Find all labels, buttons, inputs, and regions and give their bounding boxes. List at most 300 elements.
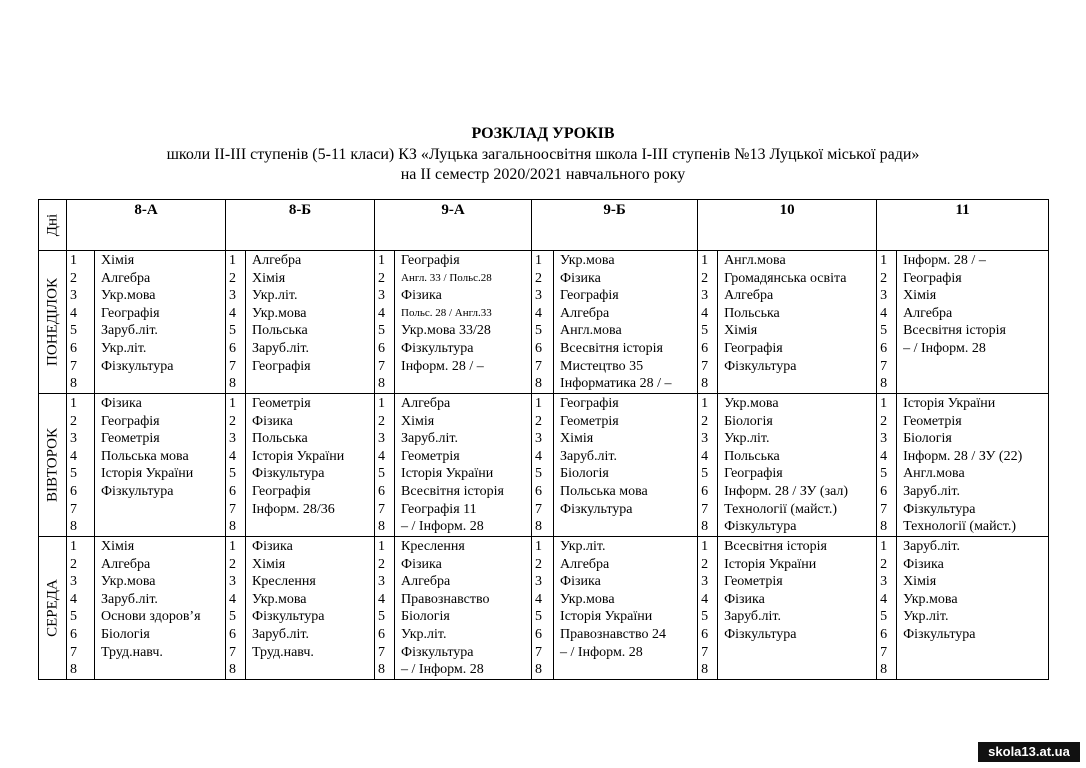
- lesson-number: 1: [378, 253, 386, 268]
- lesson-subject: Геометрія: [724, 574, 783, 590]
- lesson-number: 5: [70, 323, 77, 339]
- lesson-subject: Англ.мова: [724, 253, 786, 268]
- lesson-number: 2: [880, 270, 888, 286]
- lesson-number: 3: [880, 574, 888, 590]
- lesson-number: 4: [229, 448, 237, 464]
- lesson-subject: Укр.літ.: [560, 539, 606, 554]
- lesson-subject: – / Інформ. 28: [401, 662, 484, 678]
- lesson-numbers-8a: [67, 537, 95, 680]
- lesson-number: 4: [378, 591, 386, 607]
- lesson-number: 5: [535, 466, 543, 482]
- lessons-11: [897, 251, 1049, 394]
- lesson-subject: Інформ. 28 / ЗУ (22): [903, 448, 1023, 464]
- lesson-number: 8: [70, 662, 77, 678]
- lesson-number: 4: [701, 448, 709, 464]
- lesson-number: 8: [229, 662, 237, 678]
- lesson-subject: Всесвітня історія: [903, 323, 1006, 339]
- lesson-number: 7: [880, 501, 888, 517]
- lesson-subject: Географія: [101, 305, 160, 321]
- page-title: РОЗКЛАД УРОКІВ: [471, 125, 615, 142]
- lessons-10: [718, 251, 877, 394]
- lessons-9b: [554, 537, 698, 680]
- lesson-number: 5: [229, 609, 237, 625]
- lesson-subject: [724, 661, 876, 679]
- lesson-subject: Польська: [724, 305, 780, 321]
- lesson-subject: Укр.літ.: [724, 431, 770, 447]
- lesson-number: 8: [535, 376, 543, 392]
- lesson-number: 8: [378, 519, 386, 535]
- lesson-subject: [101, 501, 225, 519]
- lesson-number: 2: [70, 413, 77, 429]
- lesson-subject: [401, 375, 531, 393]
- lesson-subject: Фізкультура: [252, 609, 325, 625]
- lesson-number: 2: [378, 413, 386, 429]
- lesson-number: 2: [701, 413, 709, 429]
- lesson-subject: Креслення: [401, 539, 465, 554]
- lesson-subject: Фізкультура: [903, 626, 976, 642]
- lesson-number: 4: [701, 305, 709, 321]
- lesson-subject: Хімія: [101, 539, 135, 554]
- lesson-subject: Креслення: [252, 574, 316, 590]
- lesson-subject: Фізкультура: [401, 340, 474, 356]
- lesson-number: 1: [701, 253, 709, 268]
- day-label: ВІВТОРОК: [44, 428, 60, 502]
- lesson-numbers-9a: [375, 394, 395, 537]
- class-header-10: 10: [698, 200, 877, 251]
- lesson-subject: [101, 661, 225, 679]
- lesson-number: 5: [535, 609, 543, 625]
- lesson-number: 1: [880, 253, 888, 268]
- lesson-subject: [560, 518, 697, 536]
- lesson-subject: Хімія: [401, 413, 435, 429]
- lesson-subject: Фізкультура: [101, 358, 174, 374]
- lesson-subject: Геометрія: [903, 413, 962, 429]
- lesson-subject: Польська: [724, 448, 780, 464]
- lesson-subject: Правознавство: [401, 591, 490, 607]
- lessons-10: [718, 394, 877, 537]
- lesson-number: 8: [535, 519, 543, 535]
- lesson-number: 4: [229, 591, 237, 607]
- day-label: СЕРЕДА: [44, 579, 60, 637]
- lesson-numbers-10: [698, 537, 718, 680]
- lessons-11: [897, 537, 1049, 680]
- lesson-subject: Географія: [903, 270, 962, 286]
- lesson-number: 3: [535, 574, 543, 590]
- day-label: ПОНЕДІЛОК: [44, 278, 60, 366]
- lesson-number: 3: [378, 431, 386, 447]
- lesson-number: 3: [701, 431, 709, 447]
- lesson-subject: Географія: [560, 396, 619, 411]
- lesson-number: 3: [535, 288, 543, 304]
- lesson-subject: [903, 661, 1048, 679]
- lesson-subject: Мистецтво 35: [560, 358, 644, 374]
- lessons-8a: [95, 537, 226, 680]
- lesson-number: 7: [70, 358, 77, 374]
- lesson-subject: [724, 375, 876, 393]
- lesson-number: 3: [880, 431, 888, 447]
- lesson-subject: Географія 11: [401, 501, 477, 517]
- lesson-number: 1: [229, 396, 237, 411]
- lesson-subject: Фізика: [401, 288, 442, 304]
- lesson-number: 4: [70, 591, 77, 607]
- lesson-number: 3: [229, 431, 237, 447]
- lesson-number: 3: [70, 431, 77, 447]
- lesson-subject: Біологія: [560, 466, 609, 482]
- lesson-number: 1: [70, 539, 77, 554]
- lesson-number: 2: [229, 556, 237, 572]
- lesson-subject: Заруб.літ.: [560, 448, 617, 464]
- lesson-subject: Географія: [252, 358, 311, 374]
- lesson-subject: Алгебра: [401, 396, 451, 411]
- lesson-subject: Геометрія: [401, 448, 460, 464]
- lesson-subject: Історія України: [401, 466, 494, 482]
- site-watermark: skola13.at.ua: [978, 742, 1080, 762]
- lesson-subject: Історія України: [101, 466, 194, 482]
- lesson-number: 7: [535, 501, 543, 517]
- lessons-9b: [554, 394, 698, 537]
- lesson-number: 6: [70, 626, 77, 642]
- lesson-number: 8: [880, 662, 888, 678]
- lesson-subject: Геометрія: [101, 431, 160, 447]
- lesson-number: 4: [70, 305, 77, 321]
- lesson-number: 1: [229, 539, 237, 554]
- lesson-subject: Технології (майст.): [903, 519, 1016, 535]
- lesson-number: 2: [70, 556, 77, 572]
- lesson-number: 1: [229, 253, 237, 268]
- school-subtitle: школи ІІ-ІІІ ступенів (5-11 класи) КЗ «Луцька загальноосвітня школа І-ІІІ ступенів №13 Луцької міської ради»: [166, 146, 920, 163]
- lesson-subject: Заруб.літ.: [903, 483, 960, 499]
- lessons-8a: [95, 251, 226, 394]
- lesson-number: 1: [701, 396, 709, 411]
- lesson-subject: Географія: [252, 483, 311, 499]
- lesson-number: 7: [229, 501, 237, 517]
- lesson-subject: [903, 375, 1048, 393]
- class-header-9b: 9-Б: [532, 200, 698, 251]
- lesson-subject: Історія України: [560, 609, 653, 625]
- lesson-subject: Біологія: [724, 413, 773, 429]
- lesson-number: 2: [880, 556, 888, 572]
- lessons-8b: [246, 394, 375, 537]
- lesson-number: 1: [535, 396, 543, 411]
- lesson-subject: Укр.літ.: [903, 609, 949, 625]
- lessons-8b: [246, 251, 375, 394]
- lesson-numbers-11: [877, 394, 897, 537]
- days-header-cell: [39, 200, 67, 251]
- lesson-number: 7: [701, 644, 709, 660]
- lesson-number: 6: [378, 340, 386, 356]
- lesson-numbers-9b: [532, 251, 554, 394]
- class-header-9a: 9-А: [375, 200, 532, 251]
- lesson-subject: Всесвітня історія: [560, 340, 663, 356]
- lesson-number: 3: [229, 288, 237, 304]
- lesson-number: 6: [535, 626, 543, 642]
- lesson-subject: Алгебра: [401, 574, 451, 590]
- lesson-subject: [252, 375, 374, 393]
- lesson-number: 4: [70, 448, 77, 464]
- lesson-subject: Алгебра: [724, 288, 774, 304]
- lesson-subject: Польська мова: [560, 483, 648, 499]
- lesson-subject: Фізика: [101, 396, 142, 411]
- lesson-numbers-11: [877, 537, 897, 680]
- day-cell: [39, 251, 67, 394]
- class-header-8a: 8-А: [67, 200, 226, 251]
- lesson-subject: Укр.мова: [560, 591, 615, 607]
- semester-subtitle: на ІІ семестр 2020/2021 навчального року: [400, 166, 686, 183]
- lesson-subject: Фізкультура: [724, 626, 797, 642]
- lesson-subject: Фізика: [903, 556, 944, 572]
- lesson-subject: Польська мова: [101, 448, 189, 464]
- lesson-number: 6: [229, 626, 237, 642]
- class-header-row: [39, 200, 1049, 251]
- lesson-subject: Фізика: [560, 270, 601, 286]
- lesson-number: 2: [701, 270, 709, 286]
- lessons-10: [718, 537, 877, 680]
- lesson-number: 8: [701, 662, 709, 678]
- lesson-subject: [252, 518, 374, 536]
- lesson-number: 6: [701, 483, 709, 499]
- lesson-subject: Правознавство 24: [560, 626, 666, 642]
- lesson-subject: Алгебра: [903, 305, 953, 321]
- lesson-number: 7: [378, 358, 386, 374]
- lesson-number: 3: [535, 431, 543, 447]
- lesson-number: 2: [880, 413, 888, 429]
- day-row: [39, 537, 1049, 680]
- lesson-subject: Історія України: [903, 396, 996, 411]
- lesson-subject: [252, 661, 374, 679]
- lesson-number: 5: [378, 466, 386, 482]
- lesson-number: 4: [880, 448, 888, 464]
- lesson-number: 2: [378, 270, 386, 286]
- lesson-number: 6: [378, 626, 386, 642]
- lesson-subject: [101, 518, 225, 536]
- lesson-subject: [101, 375, 225, 393]
- lesson-number: 6: [880, 483, 888, 499]
- lesson-number: 3: [880, 288, 888, 304]
- lesson-number: 7: [70, 501, 77, 517]
- lesson-number: 2: [70, 270, 77, 286]
- lesson-number: 3: [701, 288, 709, 304]
- lesson-subject: Заруб.літ.: [252, 340, 309, 356]
- lesson-number: 8: [70, 376, 77, 392]
- lesson-number: 5: [880, 609, 888, 625]
- lesson-number: 4: [535, 591, 543, 607]
- lesson-subject: Укр.мова: [903, 591, 958, 607]
- lesson-numbers-8b: [226, 394, 246, 537]
- lesson-subject: Труд.навч.: [252, 644, 314, 660]
- lesson-numbers-8a: [67, 394, 95, 537]
- lesson-subject: Географія: [101, 413, 160, 429]
- lesson-number: 6: [378, 483, 386, 499]
- lesson-numbers-9b: [532, 394, 554, 537]
- lesson-subject: Всесвітня історія: [724, 539, 827, 554]
- lesson-number: 8: [70, 519, 77, 535]
- lesson-subject: Польс. 28 / Англ.33: [401, 306, 492, 319]
- lesson-number: 6: [880, 626, 888, 642]
- lesson-subject: Укр.мова 33/28: [401, 323, 491, 339]
- lessons-9b: [554, 251, 698, 394]
- lesson-number: 8: [229, 376, 237, 392]
- lesson-number: 8: [535, 662, 543, 678]
- day-cell: [39, 394, 67, 537]
- lesson-subject: – / Інформ. 28: [903, 340, 986, 356]
- lesson-number: 1: [535, 539, 543, 554]
- lesson-subject: Хімія: [252, 270, 286, 286]
- lesson-number: 6: [70, 340, 77, 356]
- lesson-subject: Фізкультура: [101, 483, 174, 499]
- lesson-subject: Фізкультура: [724, 519, 797, 535]
- lesson-number: 2: [535, 556, 543, 572]
- lesson-subject: Громадянська освіта: [724, 270, 847, 286]
- lesson-number: 6: [701, 626, 709, 642]
- lesson-number: 5: [535, 323, 543, 339]
- lesson-number: 5: [70, 609, 77, 625]
- lesson-subject: Географія: [724, 340, 783, 356]
- day-cell: [39, 537, 67, 680]
- lesson-number: 4: [378, 305, 386, 321]
- lesson-subject: Алгебра: [101, 556, 151, 572]
- lesson-subject: Фізкультура: [560, 501, 633, 517]
- lesson-number: 1: [880, 396, 888, 411]
- lesson-subject: Заруб.літ.: [724, 609, 781, 625]
- lesson-subject: Геометрія: [560, 413, 619, 429]
- lesson-subject: Фізика: [560, 574, 601, 590]
- lessons-9a: [395, 394, 532, 537]
- lesson-subject: Англ.мова: [560, 323, 622, 339]
- lesson-number: 1: [535, 253, 543, 268]
- day-row: [39, 394, 1049, 537]
- lessons-8a: [95, 394, 226, 537]
- lesson-subject: Географія: [560, 288, 619, 304]
- lessons-8b: [246, 537, 375, 680]
- lesson-subject: Хімія: [903, 574, 937, 590]
- lesson-subject: Хімія: [252, 556, 286, 572]
- lesson-subject: Алгебра: [560, 556, 610, 572]
- lesson-subject: Укр.мова: [724, 396, 779, 411]
- lesson-subject: Укр.літ.: [101, 340, 147, 356]
- lesson-subject: Укр.мова: [252, 305, 307, 321]
- lesson-number: 3: [70, 288, 77, 304]
- lesson-numbers-11: [877, 251, 897, 394]
- lesson-subject: Польська: [252, 323, 308, 339]
- lesson-number: 2: [378, 556, 386, 572]
- lesson-number: 2: [229, 270, 237, 286]
- lesson-number: 4: [229, 305, 237, 321]
- lesson-subject: Фізика: [252, 413, 293, 429]
- lesson-number: 5: [701, 323, 709, 339]
- lesson-number: 2: [229, 413, 237, 429]
- lesson-subject: Заруб.літ.: [252, 626, 309, 642]
- lesson-subject: Фізкультура: [724, 358, 797, 374]
- class-header-11: 11: [877, 200, 1049, 251]
- lesson-number: 8: [880, 519, 888, 535]
- lesson-subject: Фізкультура: [252, 466, 325, 482]
- lesson-number: 1: [70, 253, 77, 268]
- lesson-number: 6: [701, 340, 709, 356]
- lesson-subject: [903, 644, 1048, 662]
- lesson-subject: Інформ. 28 / ЗУ (зал): [724, 483, 849, 499]
- day-row: [39, 251, 1049, 394]
- class-header-8b: 8-Б: [226, 200, 375, 251]
- lesson-number: 8: [378, 662, 386, 678]
- lesson-subject: Технології (майст.): [724, 501, 837, 517]
- lesson-subject: Укр.мова: [101, 574, 156, 590]
- lesson-subject: [903, 358, 1048, 376]
- lesson-subject: Основи здоров’я: [101, 609, 201, 625]
- lesson-subject: – / Інформ. 28: [560, 644, 643, 660]
- lesson-subject: Укр.літ.: [401, 626, 447, 642]
- lesson-subject: Алгебра: [101, 270, 151, 286]
- lesson-subject: Польська: [252, 431, 308, 447]
- lesson-number: 5: [378, 609, 386, 625]
- lesson-number: 5: [701, 609, 709, 625]
- lesson-number: 3: [378, 288, 386, 304]
- lesson-number: 3: [70, 574, 77, 590]
- lesson-subject: [560, 661, 697, 679]
- lesson-subject: Укр.літ.: [252, 288, 298, 304]
- lesson-subject: Фізика: [401, 556, 442, 572]
- lesson-number: 7: [378, 644, 386, 660]
- lesson-number: 7: [535, 644, 543, 660]
- lesson-number: 1: [378, 539, 386, 554]
- lesson-subject: Хімія: [101, 253, 135, 268]
- lesson-number: 1: [378, 396, 386, 411]
- lesson-number: 7: [701, 501, 709, 517]
- lesson-number: 7: [229, 644, 237, 660]
- lesson-number: 7: [535, 358, 543, 374]
- lesson-subject: Заруб.літ.: [903, 539, 960, 554]
- lesson-numbers-10: [698, 251, 718, 394]
- lesson-subject: Труд.навч.: [101, 644, 163, 660]
- lesson-number: 7: [880, 644, 888, 660]
- lesson-subject: Хімія: [560, 431, 594, 447]
- lesson-number: 4: [535, 305, 543, 321]
- lesson-number: 1: [70, 396, 77, 411]
- lesson-number: 3: [229, 574, 237, 590]
- lesson-subject: Інформ. 28/36: [252, 501, 335, 517]
- lesson-numbers-9a: [375, 251, 395, 394]
- lessons-11: [897, 394, 1049, 537]
- lesson-subject: Укр.мова: [560, 253, 615, 268]
- lesson-number: 3: [701, 574, 709, 590]
- lesson-number: 7: [701, 358, 709, 374]
- lesson-number: 4: [880, 591, 888, 607]
- lesson-number: 6: [229, 340, 237, 356]
- lesson-number: 5: [701, 466, 709, 482]
- lesson-subject: Інформатика 28 / –: [560, 376, 672, 392]
- lesson-subject: Всесвітня історія: [401, 483, 504, 499]
- lesson-subject: Укр.мова: [252, 591, 307, 607]
- lesson-subject: Фізкультура: [903, 501, 976, 517]
- lesson-numbers-8b: [226, 537, 246, 680]
- lesson-number: 5: [880, 323, 888, 339]
- lesson-subject: Інформ. 28 / –: [401, 358, 484, 374]
- lesson-number: 2: [535, 270, 543, 286]
- lesson-number: 7: [70, 644, 77, 660]
- lesson-subject: Алгебра: [560, 305, 610, 321]
- lesson-subject: Хімія: [724, 323, 758, 339]
- lesson-number: 5: [880, 466, 888, 482]
- lesson-subject: Укр.мова: [101, 288, 156, 304]
- schedule-table: [38, 199, 1049, 680]
- lesson-number: 5: [378, 323, 386, 339]
- lesson-number: 2: [701, 556, 709, 572]
- days-header-label: Дні: [44, 213, 60, 237]
- lesson-number: 1: [701, 539, 709, 554]
- lesson-number: 8: [880, 376, 888, 392]
- lesson-number: 4: [880, 305, 888, 321]
- lesson-number: 8: [229, 519, 237, 535]
- lesson-subject: Фізкультура: [401, 644, 474, 660]
